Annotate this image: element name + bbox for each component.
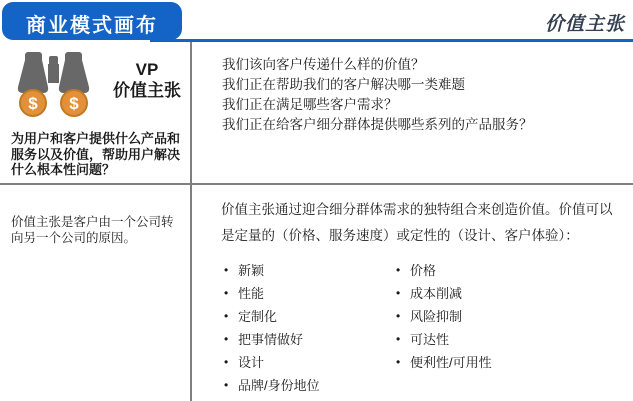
- canvas-title-badge: 商业模式画布: [2, 2, 182, 40]
- header-accent-rule: [150, 39, 633, 42]
- svg-text:$: $: [28, 94, 38, 113]
- bullet-item: • 定制化: [223, 310, 395, 323]
- page-title: 价值主张: [544, 14, 625, 35]
- value-elements: [221, 264, 619, 401]
- canvas-grid: [0, 42, 633, 401]
- bullet-item: • 设计: [223, 356, 395, 369]
- note-cell: [0, 185, 192, 401]
- vp-description: 为用户和客户提供什么产品和服务以及价值，帮助用户解决什么根本性问题？: [11, 131, 181, 177]
- question-item: 我们该向客户传递什么样的价值？: [222, 57, 425, 72]
- bullet-item: • 新颖: [223, 264, 395, 277]
- bullet-item: • 便利性/可用性: [395, 356, 492, 369]
- vp-name: 价值主张: [113, 81, 181, 100]
- vp-code: VP: [135, 60, 159, 79]
- binoculars-coins-icon: [12, 52, 96, 118]
- value-proposition-intro: 价值主张通过迎合细分群体需求的独特组合来创造价值。价值可以是定量的（价格、服务速度）或定性的（设计、客户体验）：: [221, 202, 613, 243]
- question-item: 我们正在给客户细分群体提供哪些系列的产品服务？: [222, 117, 533, 132]
- bullet-item: • 价格: [395, 264, 492, 277]
- details-cell: [192, 185, 633, 401]
- bullet-item: • 把事情做好: [223, 333, 395, 346]
- bullet-item: • 可达性: [395, 333, 492, 346]
- vp-block-cell: [0, 42, 192, 185]
- value-elements-right: [395, 264, 492, 401]
- value-elements-left: [223, 264, 395, 401]
- value-proposition-note: 价值主张是客户由一个公司转向另一个公司的原因。: [11, 215, 174, 245]
- vp-titles: [110, 60, 184, 101]
- bullet-item: • 性能: [223, 287, 395, 300]
- question-item: 我们正在满足哪些客户需求？: [222, 97, 398, 112]
- bullet-item: • 成本削减: [395, 287, 492, 300]
- question-item: 我们正在帮助我们的客户解决哪一类难题: [222, 77, 465, 92]
- questions-cell: [192, 42, 633, 185]
- svg-text:$: $: [69, 94, 79, 113]
- header: [0, 0, 633, 42]
- bullet-item: • 品牌/身份地位: [223, 379, 395, 392]
- vp-header: [0, 52, 184, 118]
- questions-list: [222, 55, 619, 135]
- bullet-item: • 风险抑制: [395, 310, 492, 323]
